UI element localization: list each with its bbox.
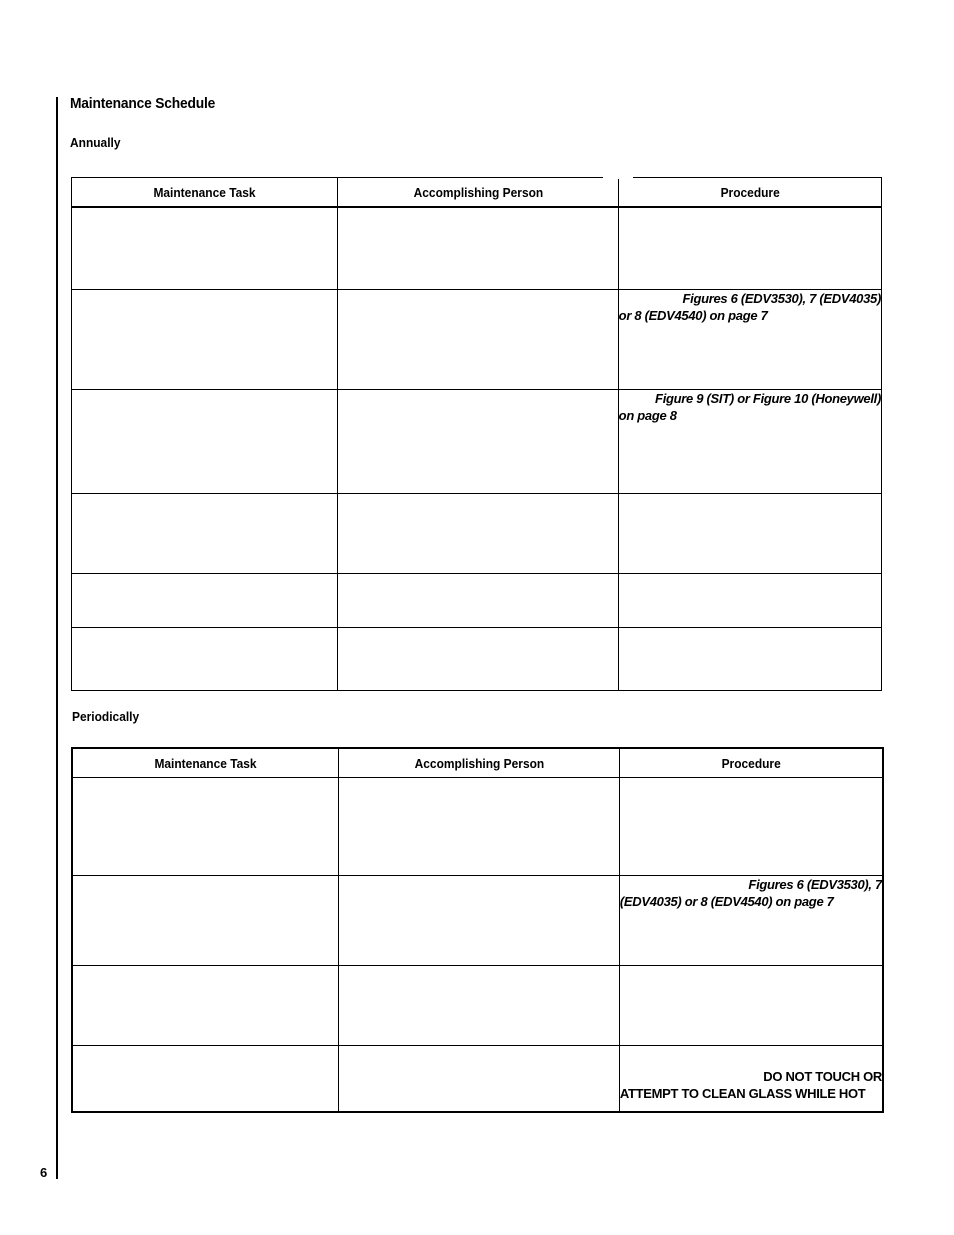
header-maintenance-task: Maintenance Task [72,178,338,208]
person-cell [338,493,618,573]
procedure-figure-reference: Figures 6 (EDV3530), 7 (EDV4035) [682,290,881,306]
person-cell [338,627,618,690]
procedure-cell [618,493,881,573]
header-maintenance-task: Maintenance Task [72,748,339,778]
person-cell [338,289,618,389]
header-procedure: Procedure [619,748,883,778]
procedure-cell [619,966,883,1046]
hot-glass-warning [620,1068,882,1102]
warning-line-2: ATTEMPT TO CLEAN GLASS WHILE HOT [619,1086,866,1101]
task-cell [72,966,339,1046]
procedure-cell [618,389,881,493]
annual-maintenance-table [71,177,882,691]
person-cell [338,389,618,493]
header-procedure: Procedure [618,178,881,208]
procedure-cell [619,778,883,876]
procedure-figure-reference-cont: (EDV4035) or 8 (EDV4540) on page 7 [619,894,834,909]
task-cell [72,493,338,573]
procedure-cell [618,289,881,389]
header-accomplishing-person: Accomplishing Person [338,178,618,208]
periodic-maintenance-table [71,747,884,1113]
procedure-cell [619,1046,883,1112]
task-cell [72,289,338,389]
procedure-cell [619,876,883,966]
page-title: Maintenance Schedule [70,95,216,112]
header-accomplishing-person: Accomplishing Person [339,748,620,778]
warning-line-1: DO NOT TOUCH OR [763,1069,882,1084]
procedure-cell [618,207,881,289]
annual-section-label: Annually [70,135,121,150]
procedure-cell [618,573,881,627]
table-row [72,876,883,966]
table-row [72,289,882,389]
procedure-figure-reference-cont: on page 8 [618,407,677,423]
procedure-figure-reference-cont: or 8 (EDV4540) on page 7 [618,307,768,323]
table-row [72,493,882,573]
person-cell [339,778,620,876]
table-row [72,1046,883,1112]
procedure-figure-reference: Figures 6 (EDV3530), 7 [748,877,882,892]
procedure-figure-reference: Figure 9 (SIT) or Figure 10 (Honeywell) [655,390,881,406]
periodic-section-label: Periodically [72,709,140,724]
table-header-row [72,178,882,208]
person-cell [339,966,620,1046]
procedure-cell [618,627,881,690]
table-row [72,627,882,690]
table-row [72,573,882,627]
table-row [72,778,883,876]
margin-rule [56,97,58,1179]
task-cell [72,207,338,289]
task-cell [72,1046,339,1112]
person-cell [338,573,618,627]
task-cell [72,876,339,966]
table-row [72,389,882,493]
task-cell [72,389,338,493]
person-cell [339,876,620,966]
page-number: 6 [40,1165,48,1180]
table-row [72,207,882,289]
table-row [72,966,883,1046]
person-cell [339,1046,620,1112]
task-cell [72,778,339,876]
person-cell [338,207,618,289]
task-cell [72,573,338,627]
task-cell [72,627,338,690]
header-border-gap [603,175,633,179]
table-header-row [72,748,883,778]
